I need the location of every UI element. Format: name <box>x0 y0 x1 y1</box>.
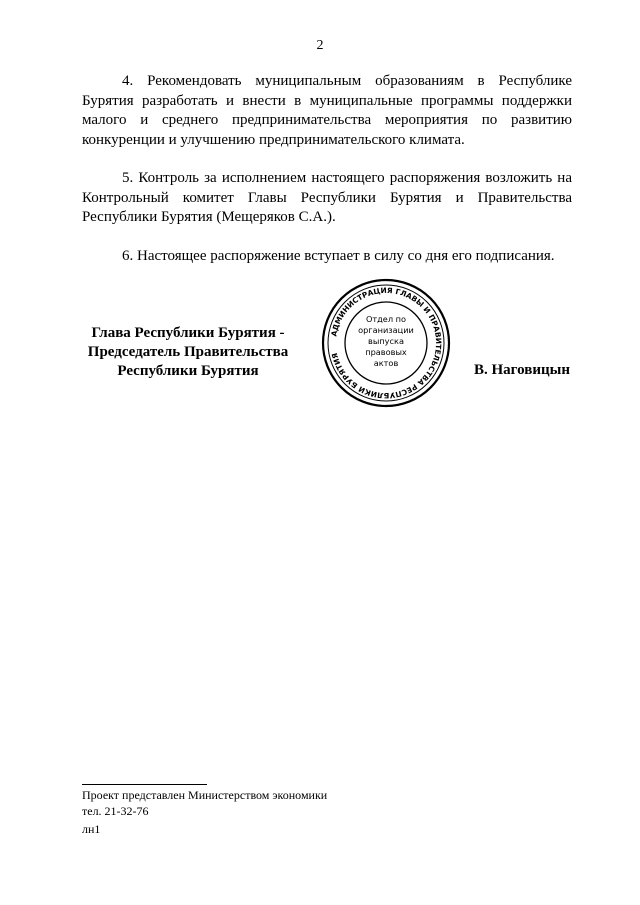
footer-phone: тел. 21-32-76 <box>82 804 149 818</box>
seal-center-line: правовых <box>365 347 407 357</box>
signatory-name: В. Наговицын <box>474 362 570 378</box>
document-body <box>82 72 572 285</box>
signatory-title-line: Глава Республики Бурятия - <box>91 325 285 341</box>
signatory-title-line: Председатель Правительства <box>87 344 289 360</box>
paragraph-5: 5. Контроль за исполнением настоящего распоряжения возложить на Контрольный комитет Главы Республики Бурятия и Правительства Республики Бурятия (Мещеряков С.А.). <box>82 170 572 225</box>
seal-ring-text: АДМИНИСТРАЦИЯ ГЛАВЫ И ПРАВИТЕЛЬСТВА РЕСПУБЛИКИ БУРЯТИЯ <box>329 285 444 401</box>
seal-center-line: Отдел по <box>365 314 407 324</box>
paragraph-6: 6. Настоящее распоряжение вступает в силу со дня его подписания. <box>122 247 555 264</box>
footer-note-line: Проект представлен Министерством экономики <box>82 788 328 802</box>
seal-center-line: выпуска <box>368 336 404 346</box>
footer-note <box>82 787 327 819</box>
paragraph-4: 4. Рекомендовать муниципальным образованиям в Республике Бурятия разработать и внести в муниципальные программы поддержки малого и среднего предпринимательства мероприятия по развитию конкуренции и улучшению предпринимательского климата. <box>82 73 572 148</box>
document-code: лн1 <box>82 822 101 836</box>
signatory-title-line: Республики Бурятия <box>117 363 259 379</box>
official-seal <box>318 275 454 411</box>
signatory-title <box>82 324 294 381</box>
page-number: 2 <box>316 38 324 53</box>
seal-center-line: организации <box>358 325 414 335</box>
seal-center-line: актов <box>373 358 399 368</box>
footer-rule <box>82 784 207 785</box>
